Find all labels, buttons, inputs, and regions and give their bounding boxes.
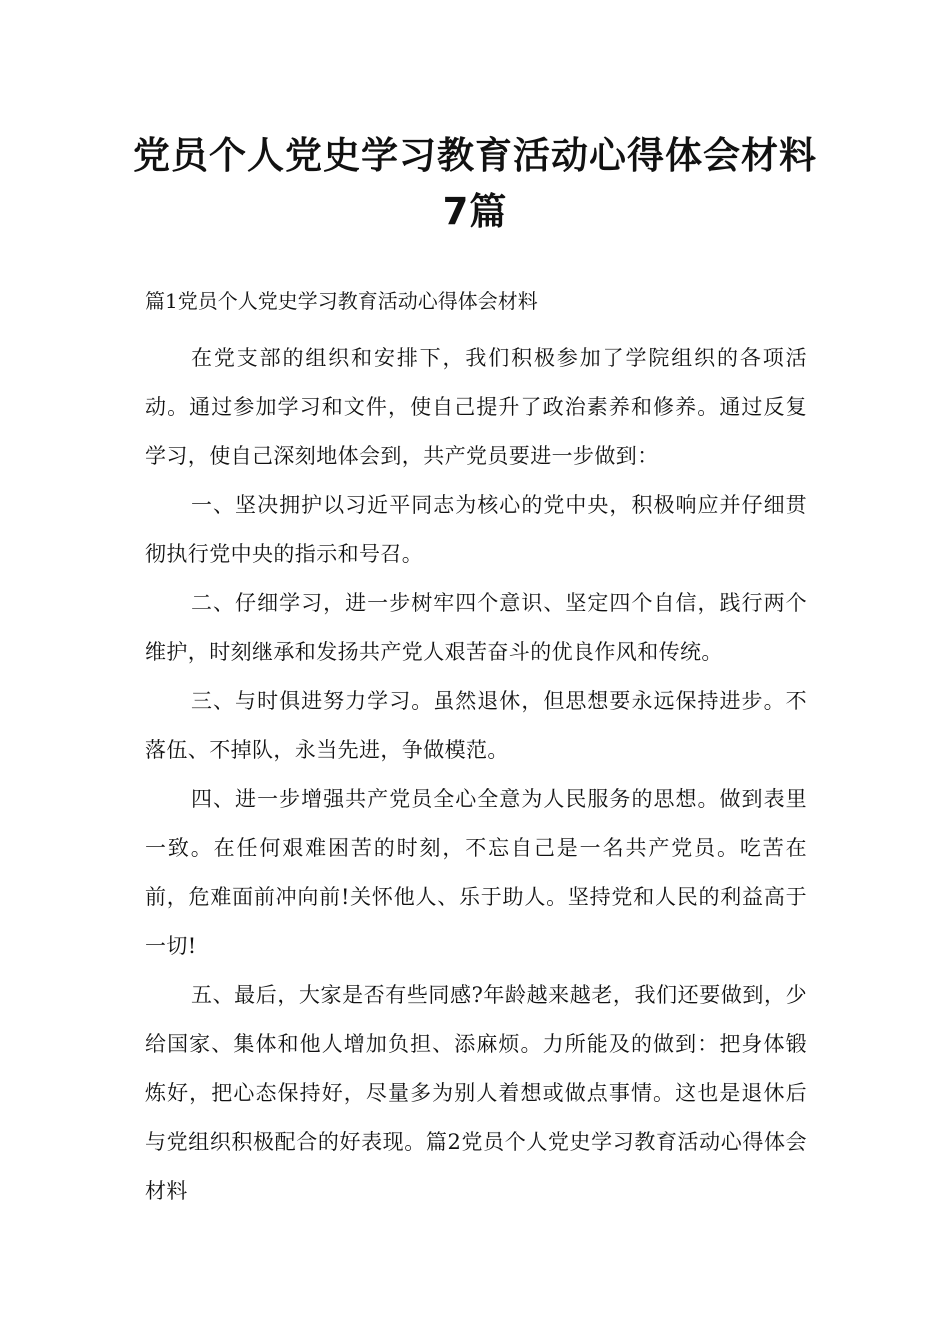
paragraph-point-3: 三、与时俱进努力学习。虽然退休，但思想要永远保持进步。不落伍、不掉队，永当先进，争做模范。 bbox=[145, 689, 807, 762]
paragraph-point-2: 二、仔细学习，进一步树牢四个意识、坚定四个自信，践行两个维护，时刻继承和发扬共产党人艰苦奋斗的优良作风和传统。 bbox=[145, 591, 807, 664]
paragraph-point-1: 一、坚决拥护以习近平同志为核心的党中央，积极响应并仔细贯彻执行党中央的指示和号召。 bbox=[145, 493, 807, 566]
paragraph-point-5: 五、最后，大家是否有些同感?年龄越来越老，我们还要做到，少给国家、集体和他人增加负担、添麻烦。力所能及的做到：把身体锻炼好，把心态保持好，尽量多为别人着想或做点事情。这也是退休后与党组织积极配合的好表现。篇2党员个人党史学习教育活动心得体会材料 bbox=[145, 983, 807, 1203]
paragraph-intro: 在党支部的组织和安排下，我们积极参加了学院组织的各项活动。通过参加学习和文件，使自己提升了政治素养和修养。通过反复学习，使自己深刻地体会到，共产党员要进一步做到： bbox=[145, 346, 807, 468]
document-title: 党员个人党史学习教育活动心得体会材料7篇 bbox=[133, 134, 817, 233]
section-heading: 篇1党员个人党史学习教育活动心得体会材料 bbox=[145, 289, 538, 313]
paragraph-point-4: 四、进一步增强共产党员全心全意为人民服务的思想。做到表里一致。在任何艰难困苦的时刻，不忘自己是一名共产党员。吃苦在前，危难面前冲向前!关怀他人、乐于助人。坚持党和人民的利益高于一切! bbox=[145, 787, 807, 958]
document-body bbox=[145, 334, 807, 1216]
